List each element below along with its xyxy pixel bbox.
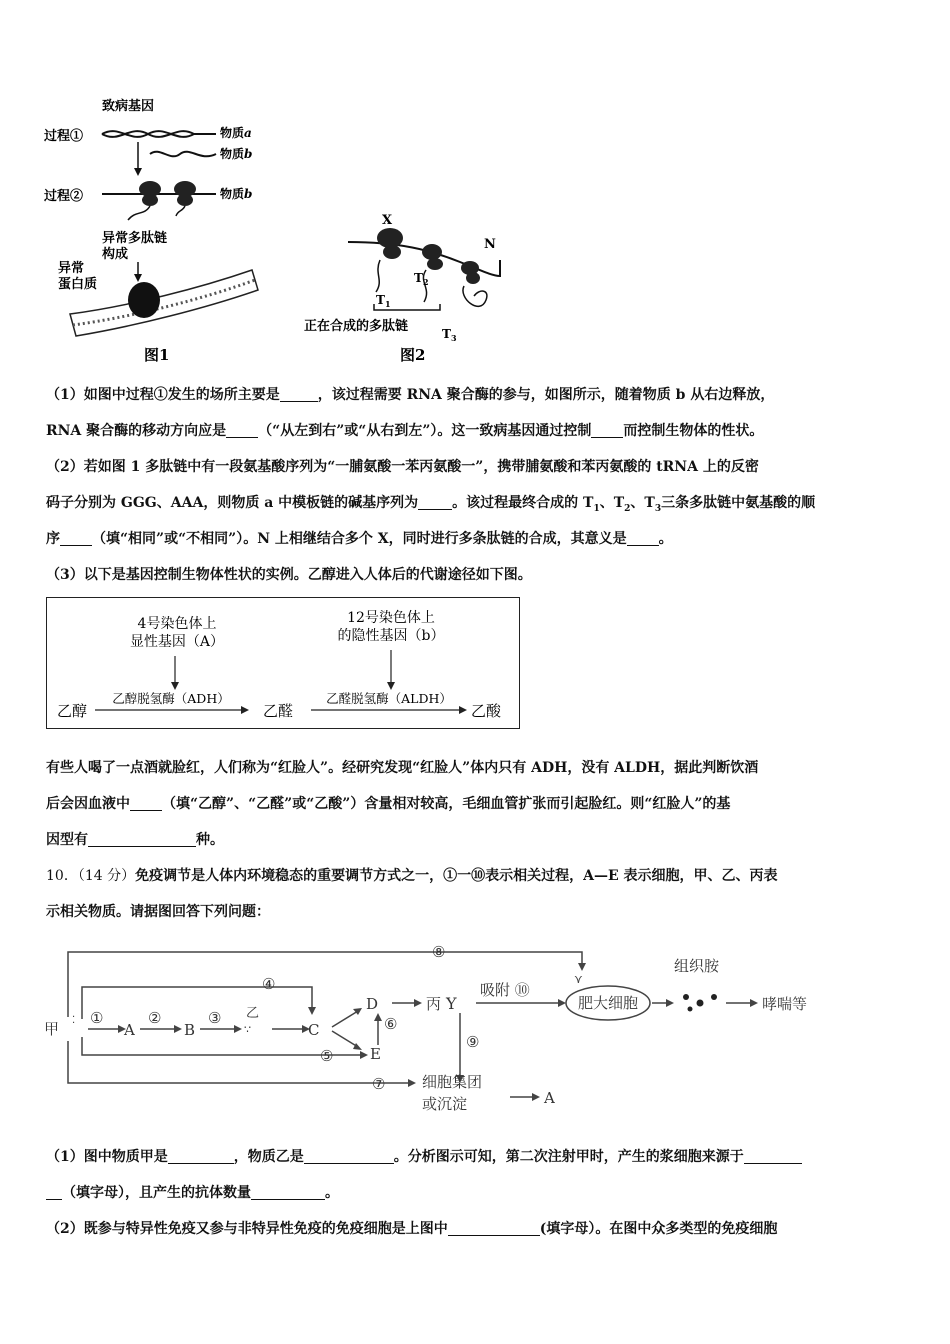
ribosome-1-icon — [377, 228, 403, 248]
text-segment: （1）图中物质甲是 — [46, 1149, 168, 1165]
answer-blank[interactable] — [130, 792, 162, 811]
text-segment: （2）既参与特异性免疫又参与非特异性免疫的免疫细胞是上图中 — [46, 1221, 448, 1237]
label-process-5: ⑤ — [320, 1047, 334, 1065]
gene-a-label: 显性基因（A） — [129, 634, 225, 650]
cell-a: A — [124, 1021, 135, 1039]
acetaldehyde-label: 乙醛 — [263, 702, 294, 720]
label-process-9: ⑨ — [466, 1033, 480, 1051]
arrow-down-icon — [387, 682, 395, 690]
subscript: 3 — [654, 503, 662, 514]
text-segment: RNA 聚合酶的移动方向应是 — [46, 423, 227, 439]
label-substance-b: 物质b — [220, 147, 253, 161]
q10-part1-line2 — [46, 1175, 912, 1211]
label-t2: $T_2$ — [414, 271, 429, 287]
text-segment: 而控制生物体的性状。 — [623, 423, 764, 439]
text-segment: （1）如图中过程①发生的场所主要是 — [46, 387, 280, 403]
label-process-1: 过程① — [44, 129, 84, 144]
label-histamine: 组织胺 — [674, 957, 720, 975]
label-process-2: 过程② — [44, 189, 84, 204]
substance-yi-dots: ∵ — [244, 1023, 251, 1036]
label-process-3: ③ — [208, 1009, 222, 1027]
label-process-8: ⑧ — [432, 943, 446, 961]
gene-b-location: 12号染色体上 — [347, 610, 435, 626]
figure-1-and-2 — [40, 92, 560, 372]
text-segment: 。 — [658, 531, 673, 547]
enzyme-adh-label: 乙醇脱氢酶（ADH） — [112, 691, 230, 706]
cell-d: D — [366, 995, 379, 1013]
arrow-down-icon — [308, 1007, 316, 1015]
arrow-right-icon — [532, 1093, 540, 1101]
label-process-7: ⑦ — [372, 1075, 386, 1093]
q9-part4-line2 — [46, 786, 912, 822]
answer-blank[interactable] — [46, 1181, 62, 1200]
antibody-icon: Y — [446, 994, 457, 1013]
acetic-acid-label: 乙酸 — [471, 702, 502, 720]
answer-blank[interactable] — [226, 419, 258, 438]
label-jia: 甲 — [44, 1020, 60, 1038]
label-x: X — [382, 213, 393, 228]
gene-a-location: 4号染色体上 — [137, 616, 217, 632]
cell-e: E — [370, 1045, 381, 1063]
label-protein: 蛋白质 — [58, 277, 98, 292]
arrow-right-icon — [360, 1051, 368, 1059]
text-segment: 因型有 — [46, 832, 88, 848]
text-segment: 码子分别为 GGG、AAA，则物质 a 中模板链的碱基序列为 — [46, 495, 419, 511]
q9-part4-line3 — [46, 822, 912, 858]
arrow-right-icon — [241, 706, 249, 714]
ethanol-pathway-diagram — [46, 597, 520, 729]
label-n: N — [484, 237, 496, 252]
label-asthma: 哮喘等 — [762, 995, 808, 1013]
question-number: 10．（14 分） — [46, 868, 136, 884]
text-segment: 、T — [630, 495, 655, 511]
q10-intro-line2 — [46, 894, 912, 930]
cell-b: B — [184, 1021, 196, 1039]
answer-blank[interactable] — [60, 527, 92, 546]
immune-response-diagram — [40, 937, 900, 1122]
text-segment: (填字母）。在图中众多类型的免疫细胞 — [539, 1221, 778, 1237]
ethanol-label: 乙醇 — [57, 702, 88, 720]
abnormal-protein-icon — [128, 282, 160, 318]
arrow-right-icon — [414, 999, 422, 1007]
text-segment: 、T — [599, 495, 625, 511]
ribosome-2-icon — [422, 244, 442, 260]
text-segment: 后会因血液中 — [46, 796, 130, 812]
label-substance-b-2: 物质b — [220, 187, 253, 201]
label-process-4: ④ — [262, 975, 276, 993]
arrow-down-icon — [134, 274, 142, 282]
answer-blank[interactable] — [418, 491, 452, 510]
text-segment: （填“乙醇”、“乙醛”或“乙酸”）含量相对较高，毛细血管扩张而引起脸红。则“红脸人”的基 — [162, 796, 731, 812]
label-abnormal-chain: 异常多肽链 — [102, 231, 168, 246]
figure-2-caption: 图2 — [400, 346, 426, 364]
arrow-up-icon — [374, 1013, 382, 1021]
label-adsorb: 吸附 ⑩ — [480, 981, 530, 999]
arrow-right-icon — [174, 1025, 182, 1033]
arrow-right-icon — [408, 1079, 416, 1087]
answer-blank[interactable] — [591, 419, 623, 438]
gene-b-label: 的隐性基因（b） — [337, 628, 445, 644]
q9-part2-line1 — [46, 449, 912, 485]
q10-intro-line1 — [46, 858, 912, 894]
subscript: 2 — [624, 503, 631, 514]
figure-2 — [304, 213, 500, 364]
label-process-2: ② — [148, 1009, 162, 1027]
text-segment: 。该过程最终合成的 T — [452, 495, 594, 511]
arrow-right-icon — [234, 1025, 242, 1033]
arrow-down-icon — [578, 963, 586, 971]
q9-part3 — [46, 557, 912, 593]
label-yi: 乙 — [246, 1006, 260, 1021]
text-segment: （填字母），且产生的抗体数量 — [62, 1185, 251, 1201]
answer-blank[interactable] — [251, 1181, 325, 1200]
label-process-6: ⑥ — [384, 1015, 398, 1033]
text-segment: ，该过程需要 RNA 聚合酶的参与，如图所示，随着物质 b 从右边释放， — [317, 387, 775, 403]
label-mast-cell: 肥大细胞 — [577, 994, 639, 1012]
text-segment: （2）若如图 1 多肽链中有一段氨基酸序列为“一脯氨酸一苯丙氨酸一”，携带脯氨酸和苯丙氨酸的 tRNA 上的反密 — [46, 459, 759, 475]
answer-blank[interactable] — [304, 1145, 394, 1164]
answer-blank[interactable] — [88, 828, 196, 847]
cell-c: C — [308, 1021, 320, 1039]
text-segment: （填“相同”或“不相同”）。N 上相继结合多个 X，同时进行多条肽链的合成，其意义是 — [92, 531, 627, 547]
figure-1-caption: 图1 — [144, 346, 170, 364]
q9-part2-line3 — [46, 521, 912, 557]
text-segment: 。 — [325, 1185, 339, 1201]
arrow-down-icon — [134, 168, 142, 176]
label-cluster-2: 或沉淀 — [422, 1095, 468, 1113]
receptor-icon: ⋎ — [574, 972, 583, 986]
answer-blank[interactable] — [168, 1145, 234, 1164]
label-t3: $T_3$ — [442, 327, 457, 343]
label-abnormal: 异常 — [58, 261, 85, 276]
answer-blank[interactable] — [627, 527, 659, 546]
answer-blank[interactable] — [448, 1217, 540, 1236]
antigen-dots: ⁚ — [72, 1015, 76, 1026]
answer-blank[interactable] — [744, 1145, 802, 1164]
text-segment: 免疫调节是人体内环境稳态的重要调节方式之一，①一⑩表示相关过程，A—E 表示细胞，甲、乙、丙表 — [135, 868, 778, 884]
label-substance-a: 物质a — [220, 126, 252, 140]
q9-part1-line2 — [46, 413, 912, 449]
q9-part4-line1 — [46, 750, 912, 786]
text-segment: 。分析图示可知，第二次注射甲时，产生的浆细胞来源于 — [393, 1149, 744, 1165]
label-compose: 构成 — [102, 247, 129, 262]
label-cluster-a: A — [544, 1089, 555, 1107]
text-segment: 示相关物质。请据图回答下列问题： — [46, 904, 270, 920]
arrow-right-icon — [558, 999, 566, 1007]
arrow-right-icon — [666, 999, 674, 1007]
label-disease-gene: 致病基因 — [102, 99, 155, 114]
arrow-right-icon — [750, 999, 758, 1007]
answer-blank[interactable] — [280, 383, 318, 402]
arrow-right-icon — [459, 706, 467, 714]
text-segment: 三条多肽链中氨基酸的顺 — [661, 495, 816, 511]
figure-1 — [44, 98, 258, 364]
q9-part1-line1 — [46, 377, 912, 413]
mrna-strand — [150, 152, 216, 157]
label-growing-chain: 正在合成的多肽链 — [304, 319, 409, 334]
text-segment: ，物质乙是 — [233, 1149, 304, 1165]
subscript: 1 — [593, 503, 600, 514]
text-segment: 序 — [46, 531, 60, 547]
label-cluster-1: 细胞集团 — [422, 1073, 483, 1091]
text-segment: （“从左到右”或“从右到左”）。这一致病基因通过控制 — [258, 423, 592, 439]
q10-part1-line1 — [46, 1139, 912, 1175]
text-segment: 种。 — [196, 832, 224, 848]
arrow-down-icon — [171, 682, 179, 690]
enzyme-aldh-label: 乙醛脱氢酶（ALDH） — [326, 691, 452, 706]
histamine-granules — [683, 994, 717, 1012]
label-bing: 丙 — [426, 995, 442, 1013]
text-segment: 有些人喝了一点酒就脸红，人们称为“红脸人”。经研究发现“红脸人”体内只有 ADH，没有 ALDH，据此判断饮酒 — [46, 760, 759, 776]
label-t1: $T_1$ — [376, 293, 391, 309]
text-segment: （3）以下是基因控制生物体性状的实例。乙醇进入人体后的代谢途径如下图。 — [46, 567, 532, 583]
path-4-line — [82, 987, 312, 1019]
q10-part2-line1 — [46, 1211, 912, 1247]
label-process-1: ① — [90, 1009, 104, 1027]
cell-membrane — [70, 270, 258, 336]
